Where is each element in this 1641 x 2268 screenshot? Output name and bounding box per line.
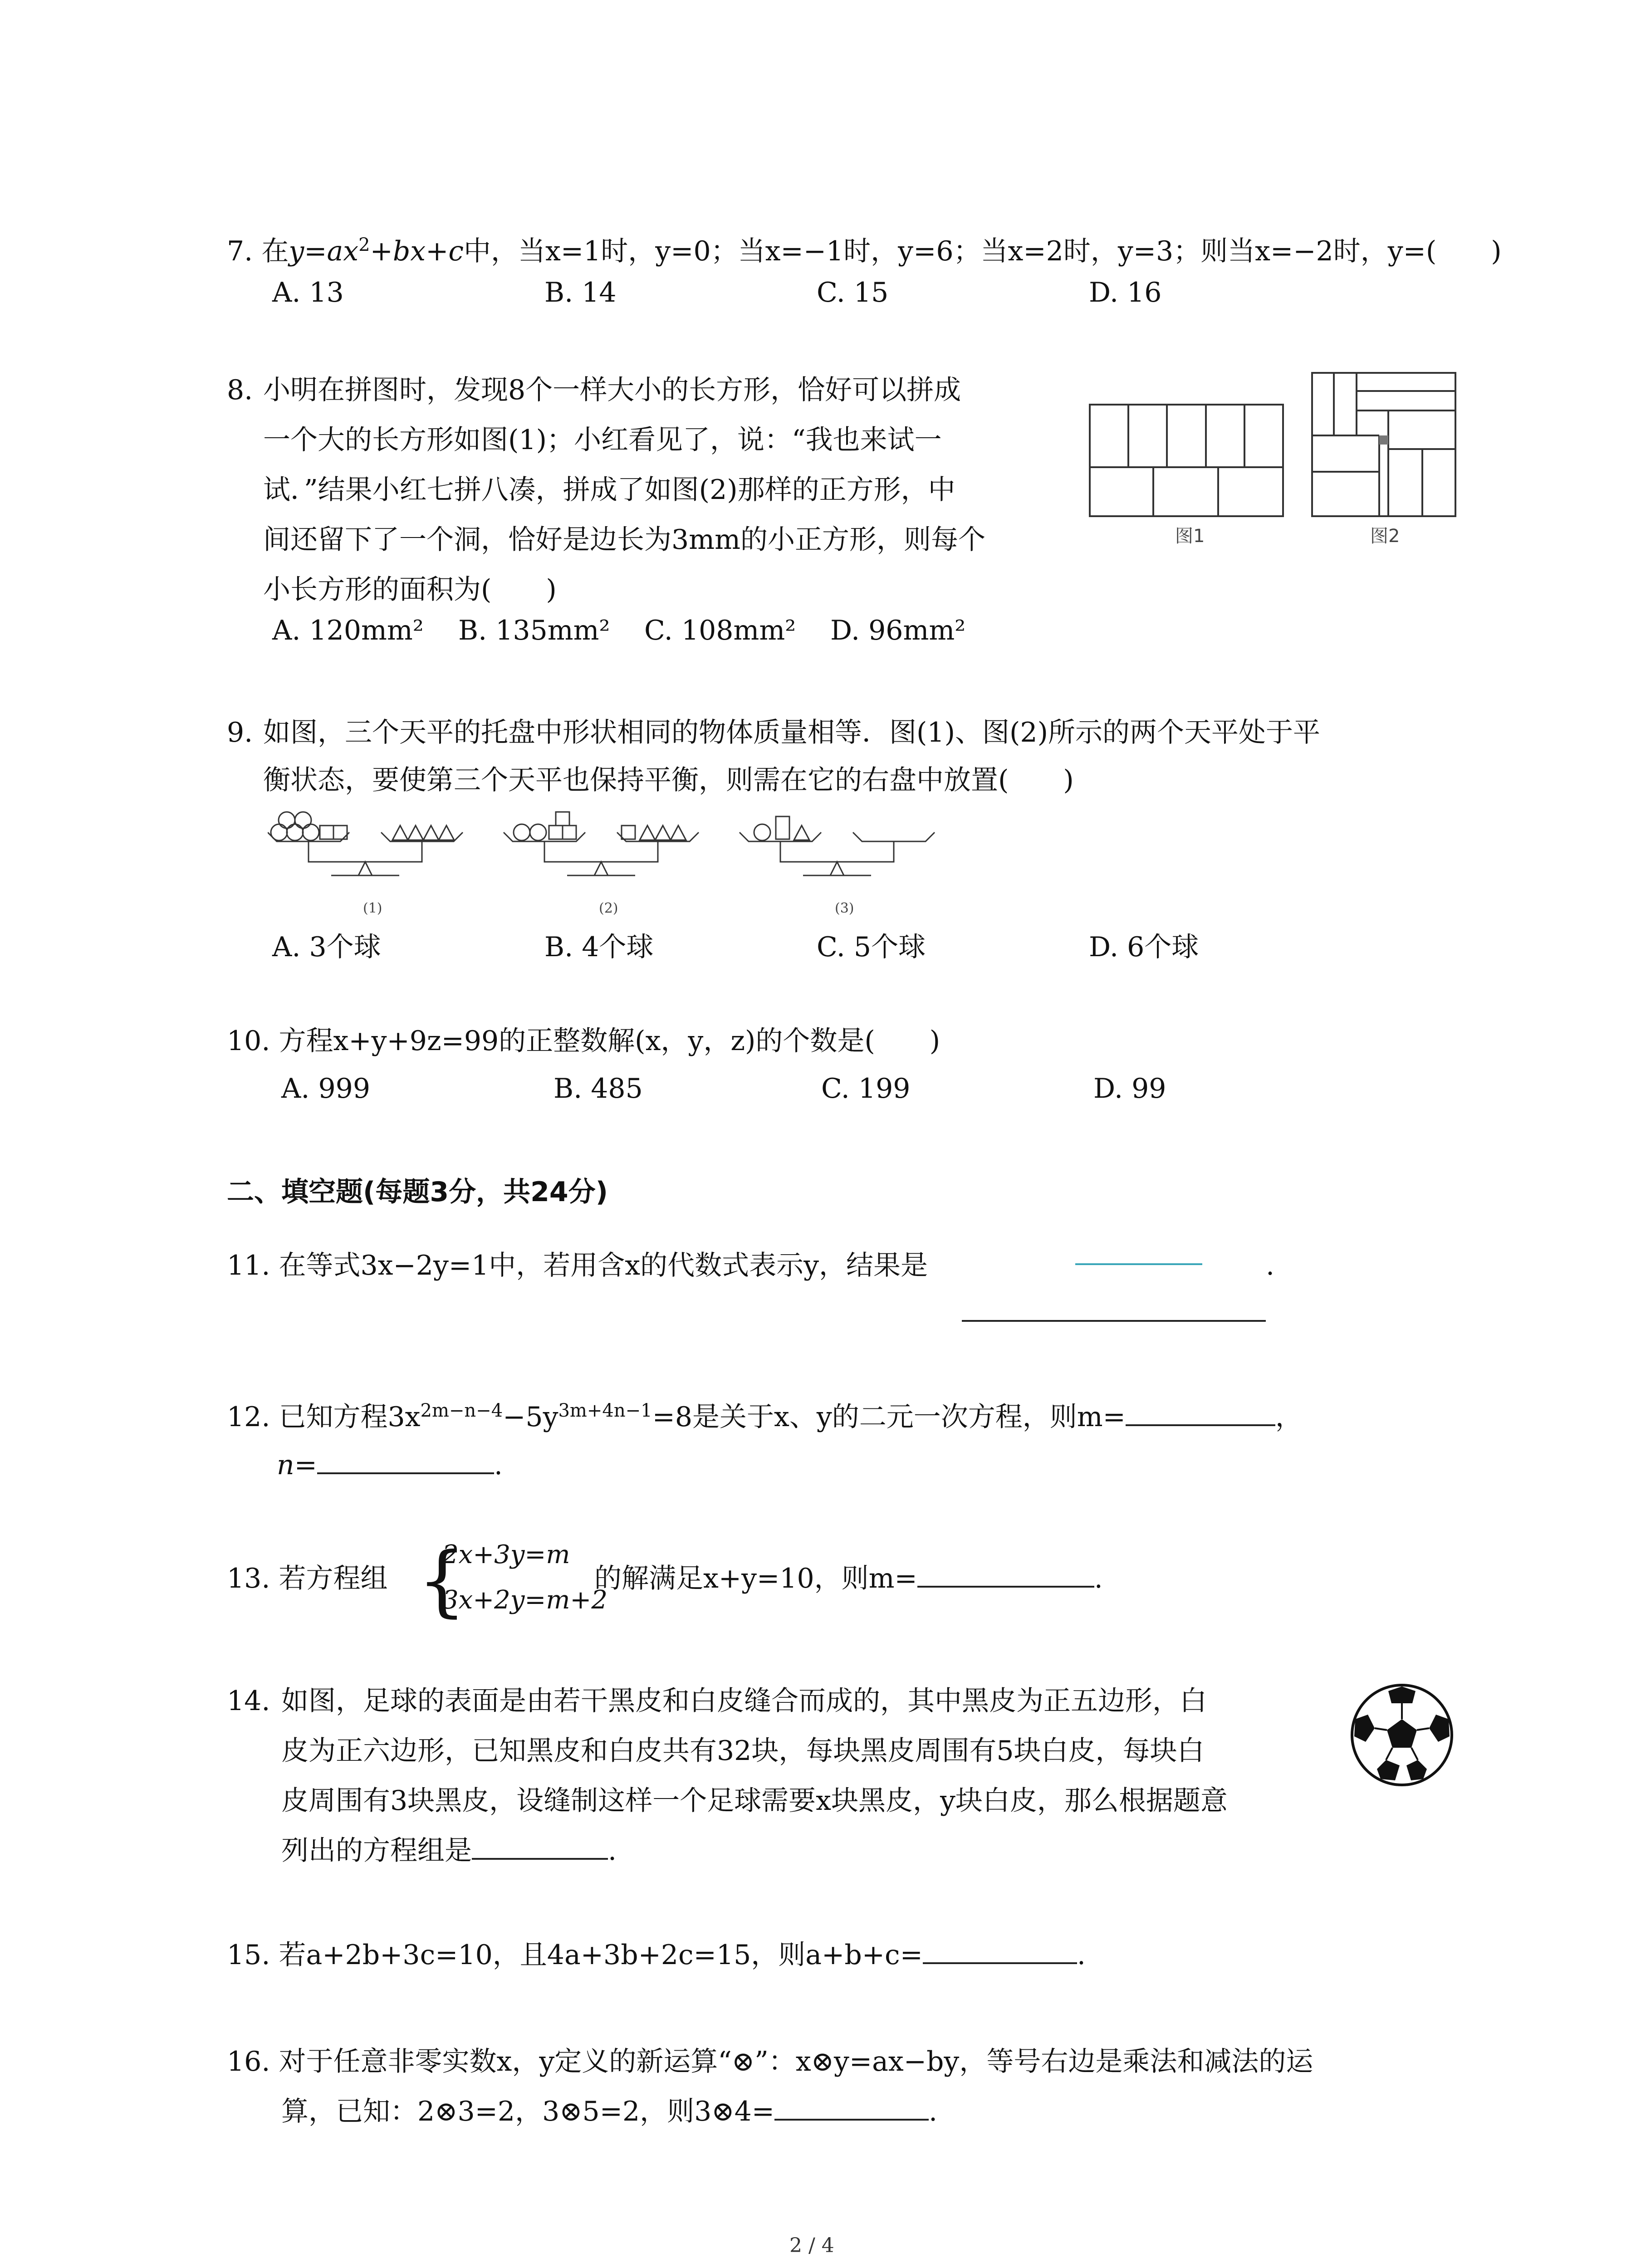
q13-pre: 若方程组 <box>279 1563 388 1594</box>
q12-text-mid: −5y <box>503 1401 558 1433</box>
q8-line-5: 小长方形的面积为( ) <box>263 574 557 606</box>
q10-text: 方程x+y+9z=99的正整数解(x，y，z)的个数是( ) <box>279 1025 941 1057</box>
q16-stem-line-2 <box>281 2089 937 2134</box>
q12-line-2 <box>277 1442 503 1488</box>
q10-option-d[interactable]: D. 99 <box>1093 1073 1166 1105</box>
q14-line-1: 如图，足球的表面是由若干黑皮和白皮缝合而成的，其中黑皮为正五边形，白 <box>281 1685 1207 1717</box>
q13-equation-1: 2x+3y=m <box>442 1540 570 1569</box>
soccer-ball-icon <box>1350 1683 1454 1787</box>
q7-option-a[interactable]: A. 13 <box>272 277 344 308</box>
q9-option-d[interactable]: D. 6个球 <box>1089 931 1199 963</box>
q12-comma: ， <box>1275 1401 1303 1433</box>
q11-end: . <box>1266 1250 1275 1281</box>
section-2-title: 二、填空题(每题3分，共24分) <box>227 1176 608 1208</box>
q8-figure-2-label: 图2 <box>1370 526 1400 547</box>
q12-m-blank[interactable] <box>1126 1424 1275 1426</box>
q9-line-1: 如图，三个天平的托盘中形状相同的物体质量相等．图(1)、图(2)所示的两个天平处于平 <box>263 717 1320 748</box>
q12-end: . <box>494 1449 503 1481</box>
q14-number: 14. <box>227 1685 270 1717</box>
q15-text: 若a+2b+3c=10，且4a+3b+2c=15，则a+b+c= <box>279 1939 923 1971</box>
q10-option-a[interactable]: A. 999 <box>281 1073 370 1105</box>
q12-text-post: =8是关于x、y的二元一次方程，则m= <box>652 1401 1126 1433</box>
q13-equation-2: 3x+2y=m+2 <box>442 1585 607 1615</box>
q9-fig-label-1: (1) <box>363 900 382 916</box>
q16-line-1: 对于任意非零实数x，y定义的新运算“⊗”：x⊗y=ax−by，等号右边是乘法和减法的运 <box>279 2046 1313 2077</box>
q14-line-2: 皮为正六边形，已知黑皮和白皮共有32块，每块黑皮周围有5块白皮，每块白 <box>281 1735 1205 1767</box>
q12-text-pre: 已知方程3x <box>279 1401 421 1433</box>
q9-option-c[interactable]: C. 5个球 <box>817 931 926 963</box>
q13-end: . <box>1094 1563 1103 1594</box>
q15-stem <box>227 1932 1086 1978</box>
q12-exponent-1: 2m−n−4 <box>420 1400 503 1421</box>
q7-text-post: 中，当x=1时，y=0；当x=−1时，y=6；当x=2时，y=3；则当x=−2时，y=( ) <box>464 235 1502 267</box>
q11-number: 11. <box>227 1250 270 1281</box>
q13-post <box>594 1556 1103 1601</box>
q8-option-c[interactable]: C. 108mm² <box>644 615 796 646</box>
q11-answer-line-teal[interactable] <box>1075 1263 1202 1265</box>
q16-line-2: 算，已知：2⊗3=2，3⊗5=2，则3⊗4= <box>281 2096 775 2127</box>
q14-answer-blank[interactable] <box>472 1858 608 1860</box>
q8-figure-1-label: 图1 <box>1175 526 1205 547</box>
q8-line-1: 小明在拼图时，发现8个一样大小的长方形，恰好可以拼成 <box>263 374 961 406</box>
q10-stem <box>227 1018 940 1064</box>
q11-stem <box>227 1243 928 1288</box>
q8-number: 8. <box>227 374 253 406</box>
q8-figure-1 <box>1089 404 1284 517</box>
q9-fig-label-3: (3) <box>835 900 854 916</box>
q8-figure-2 <box>1311 372 1456 517</box>
q13-stem <box>227 1556 388 1601</box>
q9-number: 9. <box>227 717 253 748</box>
q7-number: 7. <box>227 235 253 267</box>
q8-option-d[interactable]: D. 96mm² <box>830 615 966 646</box>
q12-number: 12. <box>227 1401 270 1433</box>
q16-number: 16. <box>227 2046 270 2077</box>
q14-line-4-text: 列出的方程组是 <box>281 1835 472 1867</box>
q11-text: 在等式3x−2y=1中，若用含x的代数式表示y，结果是 <box>279 1250 928 1281</box>
q13-post-text: 的解满足x+y=10，则m= <box>594 1563 917 1594</box>
q7-stem: 7. 在$y=ax^2+bx+c$中，当x=1时，y=0；当x=−1时，y=6；当x=2时，y=3；则当x=−2时，y=( ) <box>227 235 1502 267</box>
q7-option-d[interactable]: D. 16 <box>1089 277 1162 308</box>
q15-number: 15. <box>227 1939 270 1971</box>
q12-n-blank[interactable] <box>317 1472 494 1474</box>
q9-fig-label-2: (2) <box>599 900 618 916</box>
q11-answer-blank[interactable] <box>962 1320 1266 1322</box>
q10-option-c[interactable]: C. 199 <box>821 1073 911 1105</box>
q8-line-3: 试．”结果小红七拼八凑，拼成了如图(2)那样的正方形，中 <box>263 474 955 506</box>
q7-text-pre: 在 <box>261 235 289 267</box>
q12-stem <box>227 1388 1303 1440</box>
q7-option-c[interactable]: C. 15 <box>817 277 889 308</box>
q10-option-b[interactable]: B. 485 <box>554 1073 643 1105</box>
q13-number: 13. <box>227 1563 270 1594</box>
q14-line-3: 皮周围有3块黑皮，设缝制这样一个足球需要x块黑皮，y块白皮，那么根据题意 <box>281 1785 1228 1817</box>
q10-number: 10. <box>227 1025 270 1057</box>
q15-answer-blank[interactable] <box>923 1962 1077 1964</box>
q12-exponent-2: 3m+4n−1 <box>558 1400 652 1421</box>
q8-line-4: 间还留下了一个洞，恰好是边长为3mm的小正方形，则每个 <box>263 524 985 556</box>
q8-option-b[interactable]: B. 135mm² <box>458 615 610 646</box>
q9-option-a[interactable]: A. 3个球 <box>272 931 381 963</box>
q12-n-label: n= <box>277 1449 317 1481</box>
q16-end: . <box>929 2096 938 2127</box>
q8-line-2: 一个大的长方形如图(1)；小红看见了，说：“我也来试一 <box>263 424 942 456</box>
q9-line-2: 衡状态，要使第三个天平也保持平衡，则需在它的右盘中放置( ) <box>263 764 1074 796</box>
q7-option-b[interactable]: B. 14 <box>544 277 617 308</box>
q16-answer-blank[interactable] <box>774 2119 929 2121</box>
q16-stem-line-1 <box>227 2039 1313 2084</box>
q14-end: . <box>608 1835 617 1867</box>
q14-line-4 <box>281 1828 617 1873</box>
q15-end: . <box>1077 1939 1086 1971</box>
page-number: 2 / 4 <box>789 2234 834 2257</box>
q8-option-a[interactable]: A. 120mm² <box>272 615 424 646</box>
q13-brace: { <box>417 1536 467 1626</box>
q9-option-b[interactable]: B. 4个球 <box>544 931 654 963</box>
q13-m-blank[interactable] <box>917 1586 1094 1588</box>
